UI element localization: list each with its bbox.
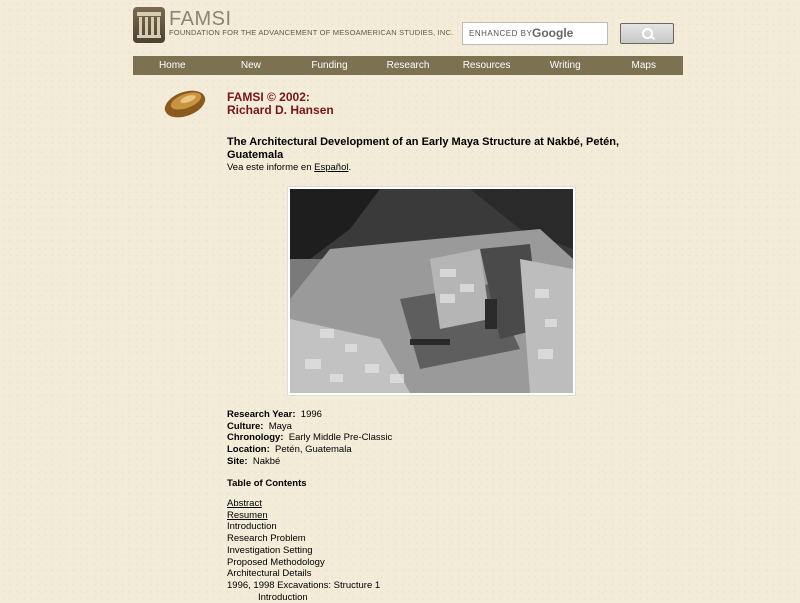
- toc-heading: Table of Contents: [227, 478, 307, 489]
- search-enhanced-label: ENHANCED BY: [469, 29, 533, 38]
- excavation-photo: [287, 186, 576, 396]
- meta-research-year: Research Year: 1996: [227, 409, 322, 420]
- toc-item-research-problem: Research Problem: [227, 533, 306, 545]
- meta-culture: Culture: Maya: [227, 420, 292, 432]
- nav-new[interactable]: New: [240, 60, 261, 71]
- famsi-logo-icon[interactable]: [133, 7, 165, 43]
- nav-funding[interactable]: Funding: [311, 60, 348, 71]
- search-icon: [642, 28, 653, 39]
- toc-item-resumen[interactable]: Resumen: [227, 509, 268, 521]
- spanish-link[interactable]: Español: [314, 162, 349, 173]
- toc-item-proposed-methodology: Proposed Methodology: [227, 556, 325, 568]
- author-name: Richard D. Hansen: [227, 103, 334, 117]
- search-input[interactable]: [462, 22, 608, 45]
- google-logo: Google: [532, 26, 574, 40]
- logo-text[interactable]: FAMSI: [169, 8, 232, 30]
- toc-subitem-introduction: Introduction: [258, 591, 308, 603]
- meta-chronology: Chronology: Early Middle Pre-Classic: [227, 432, 393, 444]
- toc-item-investigation-setting: Investigation Setting: [227, 544, 313, 556]
- main-nav: [133, 56, 683, 75]
- cacao-seed-icon: [160, 86, 208, 120]
- logo-tagline: FOUNDATION FOR THE ADVANCEMENT OF MESOAMERICAN STUDIES, INC.: [169, 28, 454, 37]
- nav-home[interactable]: Home: [158, 60, 186, 71]
- spanish-prefix: Vea este informe en: [227, 162, 312, 173]
- table-of-contents: [227, 498, 380, 603]
- meta-location: Location: Petén, Guatemala: [227, 444, 352, 456]
- toc-item-excavations: 1996, 1998 Excavations: Structure 1: [227, 579, 381, 591]
- copyright-line: FAMSI © 2002:: [227, 90, 310, 104]
- toc-item-abstract[interactable]: Abstract: [227, 498, 262, 509]
- toc-item-introduction: Introduction: [227, 521, 277, 533]
- meta-site: Site: Nakbé: [227, 455, 281, 467]
- nav-maps[interactable]: Maps: [631, 60, 656, 71]
- report-metadata: [227, 409, 392, 468]
- toc-item-architectural-details: Architectural Details: [227, 568, 312, 580]
- report-title: The Architectural Development of an Early Maya Structure at Nakbé, Petén, Guatemala: [227, 136, 620, 161]
- nav-writing[interactable]: Writing: [549, 60, 581, 71]
- search-button[interactable]: [620, 23, 674, 44]
- spanish-suffix: .: [348, 162, 352, 173]
- nav-resources[interactable]: Resources: [462, 60, 511, 71]
- nav-research[interactable]: Research: [386, 60, 430, 71]
- spanish-version-line: [227, 162, 351, 173]
